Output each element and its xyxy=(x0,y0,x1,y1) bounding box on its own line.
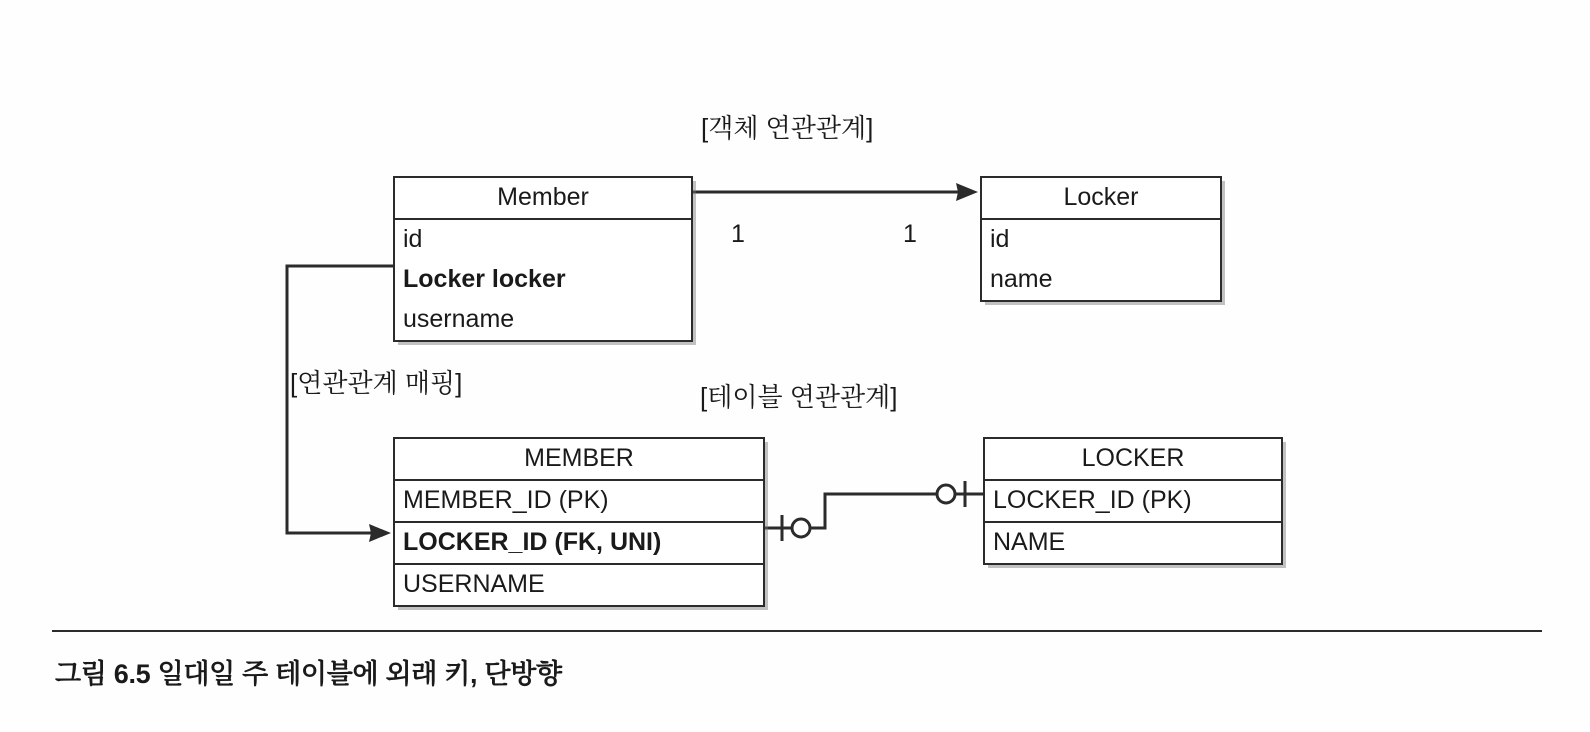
table-column: NAME xyxy=(993,528,1066,556)
figure-caption: 그림 6.5 일대일 주 테이블에 외래 키, 단방향 xyxy=(55,659,562,689)
table-column: LOCKER_ID (PK) xyxy=(985,481,1281,523)
label-table-relation: [테이블 연관관계] xyxy=(700,382,898,412)
caption-divider xyxy=(52,630,1542,632)
class-field: Locker locker xyxy=(403,265,566,293)
cardinality-right: 1 xyxy=(903,220,917,248)
table-column: MEMBER_ID (PK) xyxy=(395,481,763,523)
table-box-member xyxy=(393,437,765,607)
table-columns-locker xyxy=(985,481,1281,563)
class-box-locker xyxy=(980,176,1222,302)
class-field: id xyxy=(990,225,1010,253)
class-box-member xyxy=(393,176,693,342)
class-title-member: Member xyxy=(395,178,691,220)
table-title-member: MEMBER xyxy=(395,439,763,481)
table-column: LOCKER_ID (FK, UNI) xyxy=(395,523,763,565)
class-fields-locker xyxy=(982,220,1220,300)
label-object-relation: [객체 연관관계] xyxy=(701,113,874,143)
class-field: id xyxy=(403,225,423,253)
table-column: USERNAME xyxy=(403,570,545,598)
class-field: username xyxy=(403,305,515,333)
class-field: name xyxy=(990,265,1053,293)
table-columns-member xyxy=(395,481,763,605)
table-box-locker xyxy=(983,437,1283,565)
label-mapping: [연관관계 매핑] xyxy=(290,368,463,398)
class-title-locker: Locker xyxy=(982,178,1220,220)
class-fields-member xyxy=(395,220,691,340)
cardinality-left: 1 xyxy=(731,220,745,248)
table-title-locker: LOCKER xyxy=(985,439,1281,481)
